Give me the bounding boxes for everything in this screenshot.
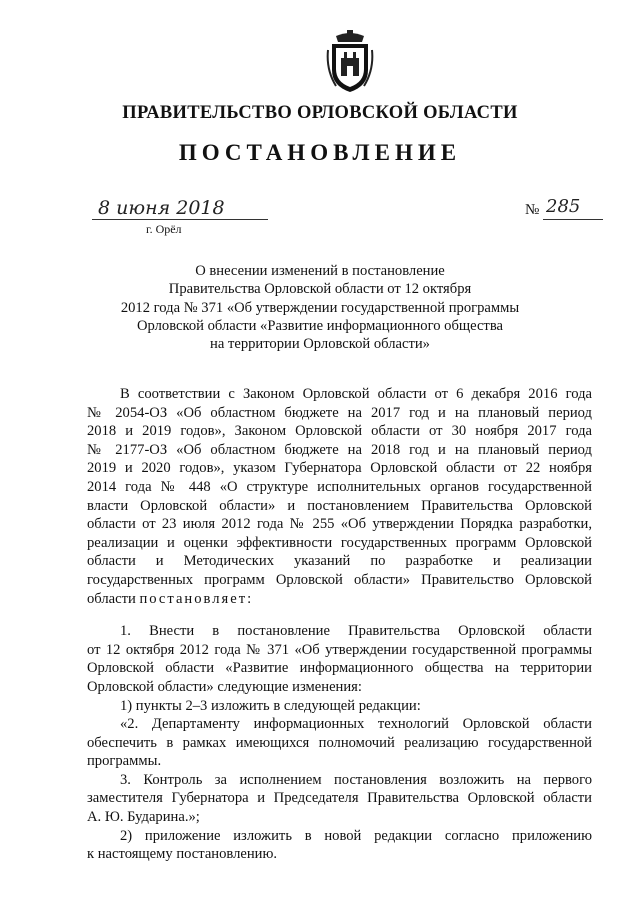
handwritten-date: 8 июня 2018 [98, 197, 225, 219]
text-line: к настоящему постановлению. [87, 846, 278, 863]
item-1 [87, 622, 592, 696]
preamble [87, 385, 592, 608]
text-line: от 12 октября 2012 года № 371 «Об утверждении государственной программы [87, 641, 592, 658]
text-line: № 2177-ОЗ «Об областном бюджете на 2018 год и на плановый период [87, 441, 592, 458]
text-line: власти Орловской области» и постановлением Правительства Орловской [87, 497, 592, 514]
spacer [87, 608, 592, 622]
item-1-1 [87, 697, 592, 716]
subject-line: Орловской области «Развитие информационного общества [136, 317, 503, 334]
document-body [87, 385, 592, 864]
document-type: ПОСТАНОВЛЕНИЕ [178, 140, 462, 165]
text-line: 1) пункты 2–3 изложить в следующей редакции: [120, 697, 421, 714]
text-line: реализации и оценки эффективности государственных программ Орловской [87, 534, 592, 551]
text-line: «2. Департаменту информационных технологий Орловской области [120, 716, 592, 733]
text-line: области и Методических указаний по разработке и реализации [87, 553, 592, 570]
quoted-point-3 [87, 771, 592, 827]
text-line: А. Ю. Бударина.»; [87, 809, 200, 826]
subject-line: Правительства Орловской области от 12 октября [168, 281, 472, 298]
text-line: 2018 и 2019 годов», Законом Орловской области от 30 ноября 2017 года [87, 423, 592, 440]
text-line: № 2054-ОЗ «Об областном бюджете на 2017 год и на плановый период [87, 404, 592, 421]
document-subject [120, 262, 520, 353]
text-line: 1. Внести в постановление Правительства Орловской области [120, 623, 592, 640]
text-line: 2) приложение изложить в новой редакции согласно приложению [120, 827, 592, 844]
number-underline [543, 219, 603, 220]
subject-line: О внесении изменений в постановление [195, 263, 445, 279]
city: г. Орёл [146, 222, 182, 236]
text-line: государственных программ Орловской области» Правительство Орловской [87, 571, 592, 588]
handwritten-number: 285 [546, 196, 581, 217]
coat-of-arms-emblem [326, 30, 374, 94]
text-line: Орловской области» следующие изменения: [87, 678, 362, 695]
quoted-point-2 [87, 715, 592, 771]
text-line: заместителя Губернатора и Председателя Правительства Орловской области [87, 790, 592, 807]
resolves-word: постановляет: [139, 590, 254, 607]
item-1-2 [87, 827, 592, 864]
subject-line: 2012 года № 371 «Об утверждении государственной программы [120, 299, 520, 316]
subject-line: на территории Орловской области» [210, 336, 430, 353]
government-title: ПРАВИТЕЛЬСТВО ОРЛОВСКОЙ ОБЛАСТИ [122, 103, 518, 123]
text-line: Орловской области «Развитие информационного общества на территории [87, 660, 592, 677]
text-line: В соответствии с Законом Орловской области от 6 декабря 2016 года [120, 386, 592, 402]
text-line: 2014 года № 448 «О структуре исполнительных органов государственной [87, 478, 592, 495]
text-line: обеспечить в рамках имеющихся полномочий реализацию государственной [87, 734, 592, 751]
text-line: 3. Контроль за исполнением постановления возложить на первого [120, 771, 592, 788]
text-fragment: области [87, 590, 140, 607]
text-line [87, 590, 592, 609]
text-line: программы. [87, 753, 162, 770]
text-line: области от 23 июля 2012 года № 255 «Об утверждении Порядка разработки, [87, 516, 592, 533]
date-underline [92, 219, 268, 220]
text-line: 2019 и 2020 годов», указом Губернатора Орловской области от 22 ноября [87, 460, 592, 477]
number-label: № [525, 202, 540, 218]
